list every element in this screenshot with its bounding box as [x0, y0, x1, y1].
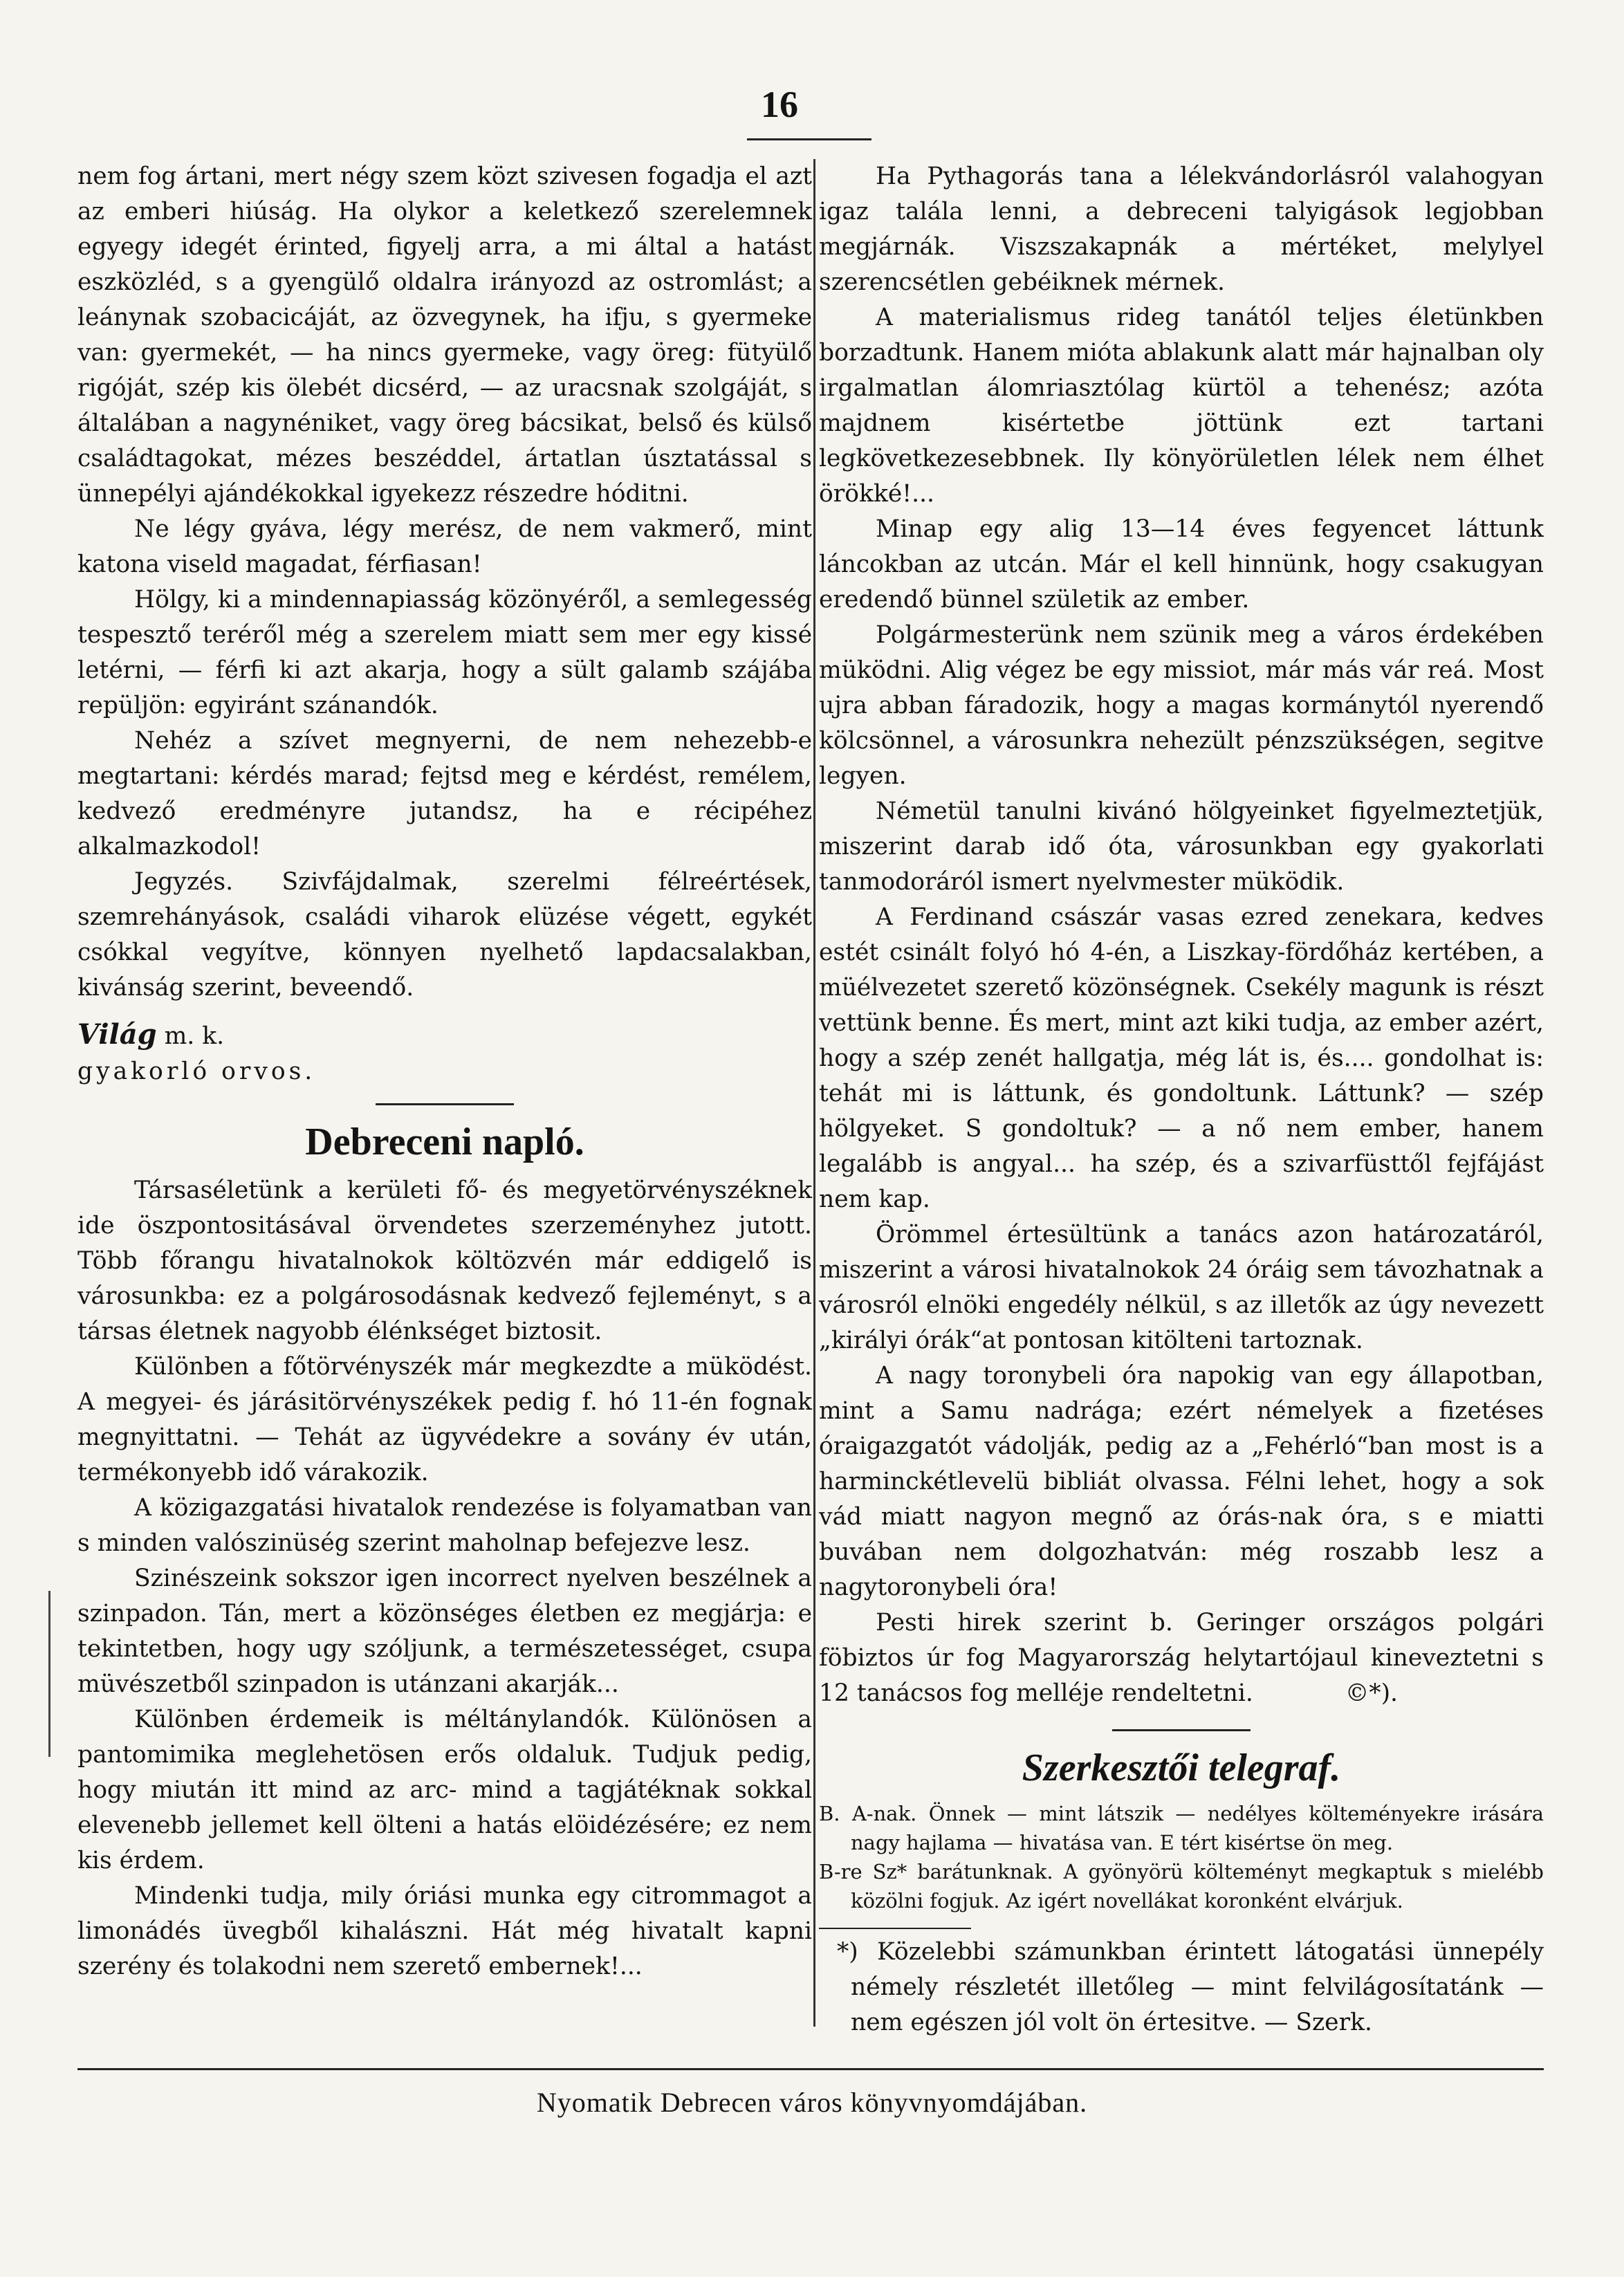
footer-rule — [77, 2068, 1544, 2070]
footnote-rule — [819, 1928, 971, 1929]
news-paragraph: Szinészeink sokszor igen incorrect nyelven beszélnek a szinpadon. Tán, mert a közönséges életben ez megjárja: e tekintetben, hogy ugy szóljunk, a természetességet, csupa müvészetből szinpadon is utánzani akarják... — [77, 1565, 812, 1698]
news-paragraph: A materialismus rideg tanától teljes életünkben borzadtunk. Hanem mióta ablakunk alatt már hajnalban oly irgalmatlan álomriasztólag kürtöl a tehenész; azóta majdnem kisértetbe jöttünk ezt tartani legkövetkezesebbnek. Ily könyörületlen lélek nem élhet örökké!... — [819, 304, 1544, 508]
section-title: Debreceni napló. — [305, 1121, 584, 1163]
printer-imprint: Nyomatik Debrecen város könyvnyomdájában. — [536, 2087, 1088, 2118]
header-rule — [747, 138, 871, 140]
news-paragraph: Örömmel értesültünk a tanács azon határozatáról, miszerint a városi hivatalnokok 24 óráig sem távozhatnak a városról elnöki engedély nélkül, s az illetők az úgy nevezett „királyi órák“at pontosan kitölteni tartoznak. — [819, 1221, 1544, 1354]
news-paragraph: Mindenki tudja, mily óriási munka egy citrommagot a limonádés üvegből kihalászni. Hát még hivatalt kapni szerény és tolakodni nem szerető embernek!... — [77, 1882, 812, 1980]
signature-name: Világ — [77, 1018, 157, 1051]
news-paragraph: A Ferdinand császár vasas ezred zenekara, kedves estét csinált folyó hó 4-én, a Liszkay-fördőház kertében, a müélvezetet szerető közönségnek. Csekély magunk is részt vettünk benne. És mert, mint azt kiki tudja, az ember azért, hogy a szép zenét hallgatja, még lát is, és.... gondolhat is: tehát mi is láttunk, és gondoltunk. Láttunk? — szép hölgyeket. S gondoltuk? — a nő nem ember, hanem legalább is angyal... ha szép, és a szivarfüsttől fejfájást nem kap. — [819, 903, 1544, 1213]
telegraph-list — [819, 1799, 1544, 1915]
news-paragraph: Különben érdemeik is méltánylandók. Különösen a pantomimika meglehetösen erős oldaluk. Tudjuk pedig, hogy miután itt mind az arc- mind a tagjátéknak sokkal elevenebb jellemet kell ölteni a hatás elöidézésére; ez nem kis érdem. — [77, 1706, 812, 1874]
censor-mark: ©*). — [1345, 1679, 1399, 1707]
news-paragraph: Németül tanulni kivánó hölgyeinket figyelmeztetjük, miszerint darab idő óta, városunkban egy gyakorlati tanmodoráról ismert nyelvmester müködik. — [819, 798, 1544, 896]
right-column — [819, 159, 1544, 2040]
margin-mark — [48, 1591, 50, 1757]
telegraph-item: B. A-nak. Önnek — mint látszik — nedélyes költeményekre irására nagy hajlama — hivatása van. E tért kisértse ön meg. — [819, 1802, 1544, 1854]
telegraph-title: Szerkesztői telegraf. — [1022, 1746, 1341, 1789]
signature-title: gyakorló orvos. — [77, 1058, 316, 1085]
news-paragraph: Különben a főtörvényszék már megkezdte a müködést. A megyei- és járásitörvényszékek pedig f. hó 11-én fognak megnyittatni. — Tehát az ügyvédekre a sovány év után, termékonyebb idő várakozik. — [77, 1353, 812, 1486]
news-paragraph: Minap egy alig 13—14 éves fegyencet láttunk láncokban az utcán. Már el kell hinnünk, hogy csakugyan eredendő bünnel születik az ember. — [819, 515, 1544, 614]
article-paragraph: Nehéz a szívet megnyerni, de nem nehezebb-e megtartani: kérdés marad; fejtsd meg e kérdést, remélem, kedvező eredményre jutandsz, ha e récipéhez alkalmazkodol! — [77, 727, 812, 860]
news-paragraph: Ha Pythagorás tana a lélekvándorlásról valahogyan igaz talála lenni, a debreceni talyigások legjobban megjárnák. Viszszakapnák a mértéket, melylyel szerencsétlen gebéiknek mérnek. — [819, 163, 1544, 296]
article-paragraph: Hölgy, ki a mindennapiasság közönyéről, a semlegesség tespesztő teréről még a szerelem miatt sem mer egy kissé letérni, — férfi ki azt akarja, hogy a sült galamb szájába repüljön: egyiránt szánandók. — [77, 586, 812, 719]
news-paragraph: A nagy toronybeli óra napokig van egy állapotban, mint a Samu nadrága; ezért némelyek a fizetéses óraigazgatót vádolják, pedig az a „Fehérló“ban most is a harminckétlevelü bibliát olvassa. Félni lehet, hogy a sok vád miatt nagyon megnő az órás-nak óra, s e miatti buvában nem dolgozhatván: még roszabb lesz a nagytoronybeli óra! — [819, 1362, 1544, 1601]
section-rule — [376, 1103, 514, 1105]
news-paragraph: Társaséletünk a kerületi fő- és megyetörvényszéknek ide öszpontositásával örvendetes szerzeményhez jutott. Több főrangu hivatalnokok költözvén már eddigelő is városunkba: ez a polgárosodásnak kedvező fejleményt, s a társas életnek nagyobb élénkséget biztosit. — [77, 1177, 812, 1345]
footnote: *) Közelebbi számunkban érintett látogatási ünnepély némely részletét illetőleg — mint felvilágosítatánk — nem egészen jól volt ön értesitve. — Szerk. — [837, 1938, 1544, 2036]
column-divider — [813, 159, 815, 2027]
left-column — [77, 159, 812, 1984]
article-paragraph: nem fog ártani, mert négy szem közt szivesen fogadja el azt az emberi hiúság. Ha olykor a keletkező szerelemnek egyegy idegét érinted, figyelj arra, a mi által a hatást eszközléd, s a gyengülő oldalra irányozd az ostromlást; a leánynak szobacicáját, az özvegynek, ha ifju, s gyermeke van: gyermekét, — ha nincs gyermeke, vagy öreg: fütyülő rigóját, szép kis ölebét dicsérd, — az uracsnak szolgáját, s általában a nagynéniket, vagy öreg bácsikat, belső és külső családtagokat, mézes beszéddel, ártatlan úsztatással s ünnepélyi ajándékokkal igyekezz részedre hóditni. — [77, 163, 812, 508]
signature-suffix: m. k. — [164, 1022, 225, 1050]
signature — [77, 1017, 812, 1054]
section-rule — [1112, 1729, 1251, 1731]
page-number: 16 — [761, 84, 798, 125]
article-paragraph: Ne légy gyáva, légy merész, de nem vakmerő, mint katona viseld magadat, férfiasan! — [77, 515, 812, 578]
telegraph-item: B-re Sz* barátunknak. A gyönyörü költeményt megkaptuk s mielébb közölni fogjuk. Az igért novellákat koronként elvárjuk. — [819, 1860, 1544, 1912]
news-paragraph: A közigazgatási hivatalok rendezése is folyamatban van s minden valószinüség szerint maholnap befejezve lesz. — [77, 1494, 812, 1557]
news-paragraph-text: Pesti hirek szerint b. Geringer országos polgári föbiztos úr fog Magyarország helytartójaul kineveztetni s 12 tanácsos fog melléje rendeltetni. — [819, 1609, 1544, 1707]
news-paragraph: Polgármesterünk nem szünik meg a város érdekében müködni. Alig végez be egy missiot, már más vár reá. Most ujra abban fáradozik, hogy a magas kormánytól nyerendő kölcsönnel, a városunkra nehezült pénzszükségen, segitve legyen. — [819, 621, 1544, 790]
news-paragraph — [819, 1605, 1544, 1711]
article-note: Jegyzés. Szivfájdalmak, szerelmi félreértések, szemrehányások, családi viharok elüzése végett, egykét csókkal vegyítve, könnyen nyelhető lapdacsalakban, kivánság szerint, beveendő. — [77, 868, 812, 1002]
